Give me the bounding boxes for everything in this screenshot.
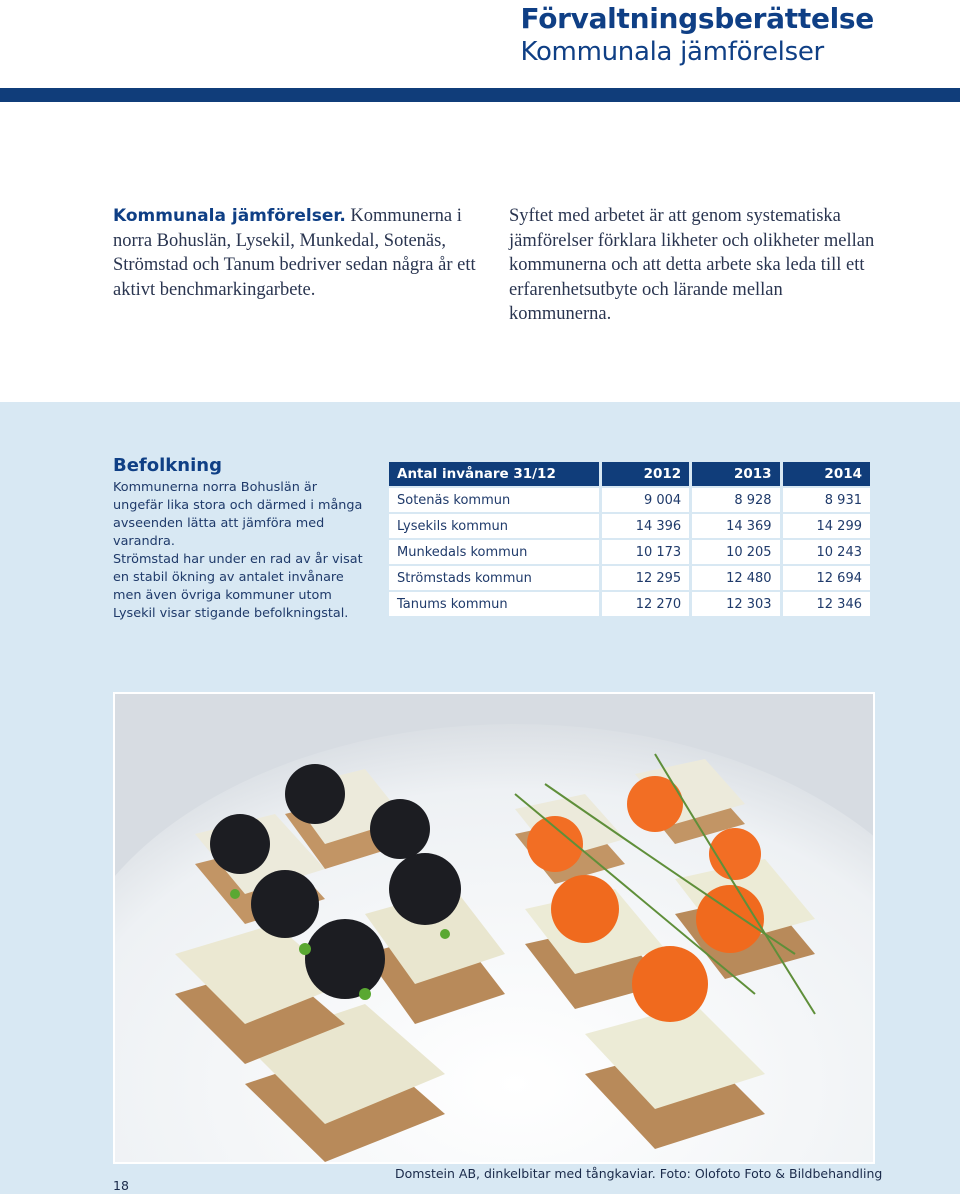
population-paragraph-1: Kommunerna norra Bohuslän är ungefär lika stora och därmed i många avseenden lätta att jämföra med varandra. bbox=[113, 480, 363, 549]
table-row bbox=[389, 514, 870, 538]
table-row bbox=[389, 592, 870, 616]
population-paragraph-2: Strömstad har under en rad av år visat en stabil ökning av antalet invånare men även övriga kommuner utom Lysekil visar stigande befolkningstal. bbox=[113, 552, 363, 621]
intro-right-column: Syftet med arbetet är att genom systematiska jämförelser förklara likheter och olikheter mellan kommunerna och att detta arbete ska leda till ett erfarenhetsutbyte och lärande mellan kommunerna. bbox=[509, 206, 875, 324]
table-header-cell: 2013 bbox=[692, 462, 779, 486]
table-cell: Strömstads kommun bbox=[389, 566, 599, 590]
header-bar bbox=[0, 88, 960, 102]
table-row bbox=[389, 566, 870, 590]
table-header-cell: 2014 bbox=[783, 462, 870, 486]
population-heading: Befolkning bbox=[113, 455, 222, 476]
food-photo bbox=[113, 692, 875, 1164]
table-cell: Tanums kommun bbox=[389, 592, 599, 616]
table-row bbox=[389, 540, 870, 564]
table-cell: 12 694 bbox=[783, 566, 870, 590]
table-header-cell: Antal invånare 31/12 bbox=[389, 462, 599, 486]
page-number: 18 bbox=[113, 1178, 129, 1193]
table-cell: 10 243 bbox=[783, 540, 870, 564]
table-header-row bbox=[389, 462, 870, 486]
table-cell: Lysekils kommun bbox=[389, 514, 599, 538]
intro-left-text: Kommunerna i norra Bohuslän, Lysekil, Munkedal, Sotenäs, Strömstad och Tanum bedriver sedan några år ett aktivt benchmarkingarbete. bbox=[113, 206, 476, 300]
table-header-cell: 2012 bbox=[602, 462, 689, 486]
table-row bbox=[389, 488, 870, 512]
table-cell: 14 369 bbox=[692, 514, 779, 538]
table-cell: 9 004 bbox=[602, 488, 689, 512]
table-cell: 12 480 bbox=[692, 566, 779, 590]
table-cell: Munkedals kommun bbox=[389, 540, 599, 564]
table-cell: 10 205 bbox=[692, 540, 779, 564]
table-cell: 8 928 bbox=[692, 488, 779, 512]
intro-lead: Kommunala jämförelser. bbox=[113, 206, 346, 226]
photo-illustration bbox=[115, 694, 873, 1162]
table-cell: 12 270 bbox=[602, 592, 689, 616]
table-cell: 12 303 bbox=[692, 592, 779, 616]
table-cell: 10 173 bbox=[602, 540, 689, 564]
photo-caption: Domstein AB, dinkelbitar med tångkaviar. Foto: Olofoto Foto & Bildbehandling bbox=[395, 1166, 883, 1181]
intro-left-column bbox=[113, 204, 485, 302]
table-cell: 12 295 bbox=[602, 566, 689, 590]
page-header bbox=[521, 2, 875, 68]
table-cell: Sotenäs kommun bbox=[389, 488, 599, 512]
table-cell: 8 931 bbox=[783, 488, 870, 512]
table-cell: 12 346 bbox=[783, 592, 870, 616]
population-text bbox=[113, 479, 365, 623]
population-table bbox=[386, 460, 873, 618]
section-title: Förvaltningsberättelse bbox=[520, 2, 874, 35]
section-subtitle: Kommunala jämförelser bbox=[520, 37, 824, 67]
table-cell: 14 299 bbox=[783, 514, 870, 538]
table-cell: 14 396 bbox=[602, 514, 689, 538]
